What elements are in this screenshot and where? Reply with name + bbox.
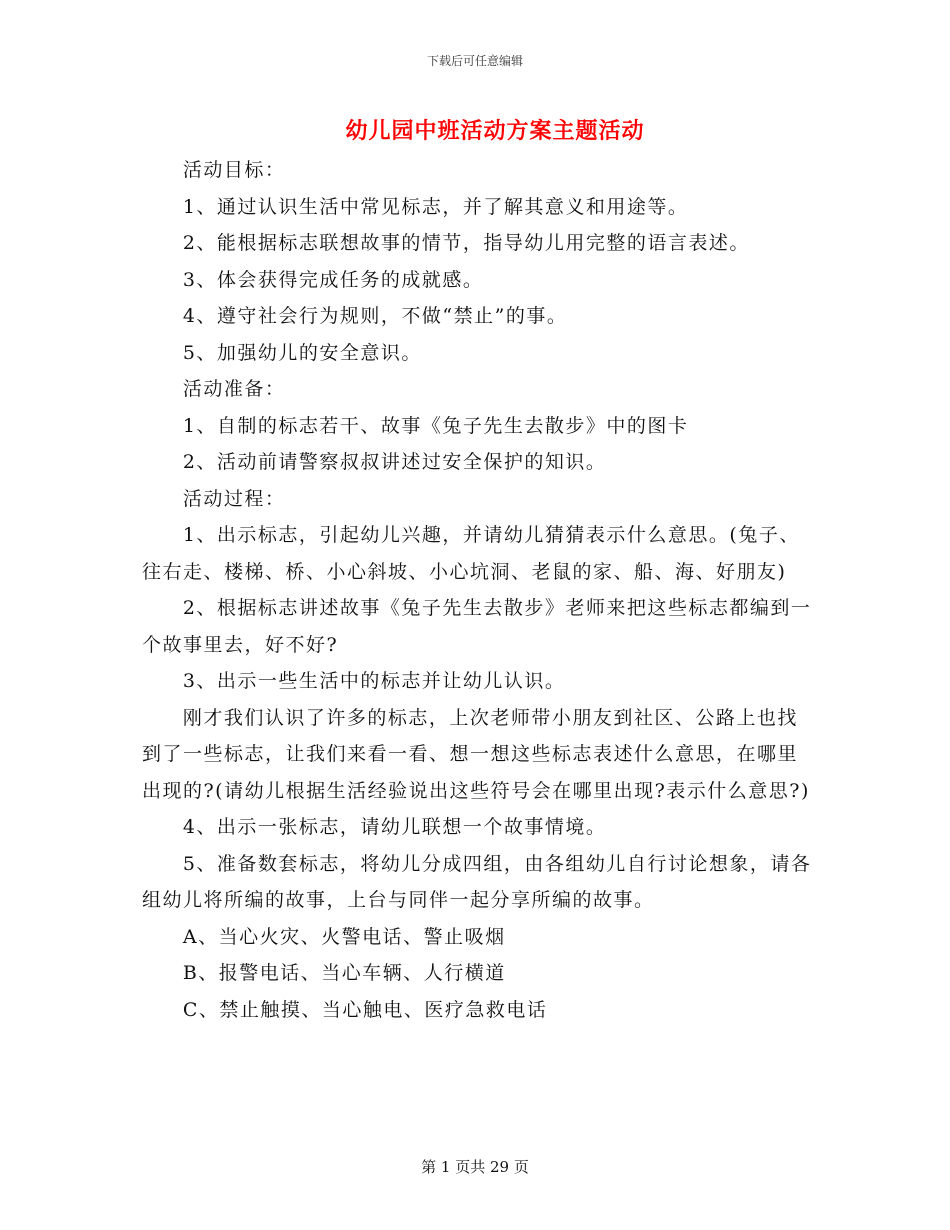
paragraph: 2、根据标志讲述故事《兔子先生去散步》老师来把这些标志都编到一个故事里去，好不好? bbox=[142, 597, 812, 656]
document-body bbox=[142, 152, 812, 1028]
paragraph: 2、活动前请警察叔叔讲述过安全保护的知识。 bbox=[182, 451, 607, 473]
page-number-footer: 第 1 页共 29 页 bbox=[421, 1158, 529, 1176]
paragraph: 5、准备数套标志，将幼儿分成四组，由各组幼儿自行讨论想象，请各组幼儿将所编的故事，上台与同伴一起分享所编的故事。 bbox=[142, 852, 812, 911]
paragraph: 1、通过认识生活中常见标志，并了解其意义和用途等。 bbox=[182, 195, 689, 218]
paragraph: 3、出示一些生活中的标志并让幼儿认识。 bbox=[182, 670, 566, 692]
paragraph: 刚才我们认识了许多的标志，上次老师带小朋友到社区、公路上也找到了一些标志，让我们来看一看、想一想这些标志表述什么意思，在哪里出现的?(请幼儿根据生活经验说出这些符号会在哪里出现?表示什么意思?) bbox=[142, 706, 810, 802]
paragraph: B、报警电话、当心车辆、人行横道 bbox=[182, 962, 506, 984]
paragraph: 活动准备： bbox=[182, 378, 286, 400]
header-note: 下载后可任意编辑 bbox=[426, 54, 523, 68]
paragraph: 2、能根据标志联想故事的情节，指导幼儿用完整的语言表述。 bbox=[182, 232, 750, 254]
paragraph: 活动目标： bbox=[182, 159, 286, 181]
paragraph: 1、出示标志，引起幼儿兴趣，并请幼儿猜猜表示什么意思。(兔子、往右走、楼梯、桥、小心斜坡、小心坑洞、老鼠的家、船、海、好朋友) bbox=[142, 524, 800, 583]
paragraph: C、禁止触摸、当心触电、医疗急救电话 bbox=[182, 998, 548, 1021]
paragraph: 1、自制的标志若干、故事《兔子先生去散步》中的图卡 bbox=[182, 414, 689, 437]
paragraph: 4、遵守社会行为规则，不做“禁止”的事。 bbox=[182, 305, 568, 327]
paragraph: 4、出示一张标志，请幼儿联想一个故事情境。 bbox=[182, 816, 607, 838]
document-title: 幼儿园中班活动方案主题活动 bbox=[345, 118, 645, 144]
paragraph: 3、体会获得完成任务的成就感。 bbox=[182, 268, 484, 291]
paragraph: 5、加强幼儿的安全意识。 bbox=[182, 341, 422, 364]
paragraph: 活动过程： bbox=[182, 487, 286, 510]
paragraph: A、当心火灾、火警电话、警止吸烟 bbox=[182, 925, 506, 948]
